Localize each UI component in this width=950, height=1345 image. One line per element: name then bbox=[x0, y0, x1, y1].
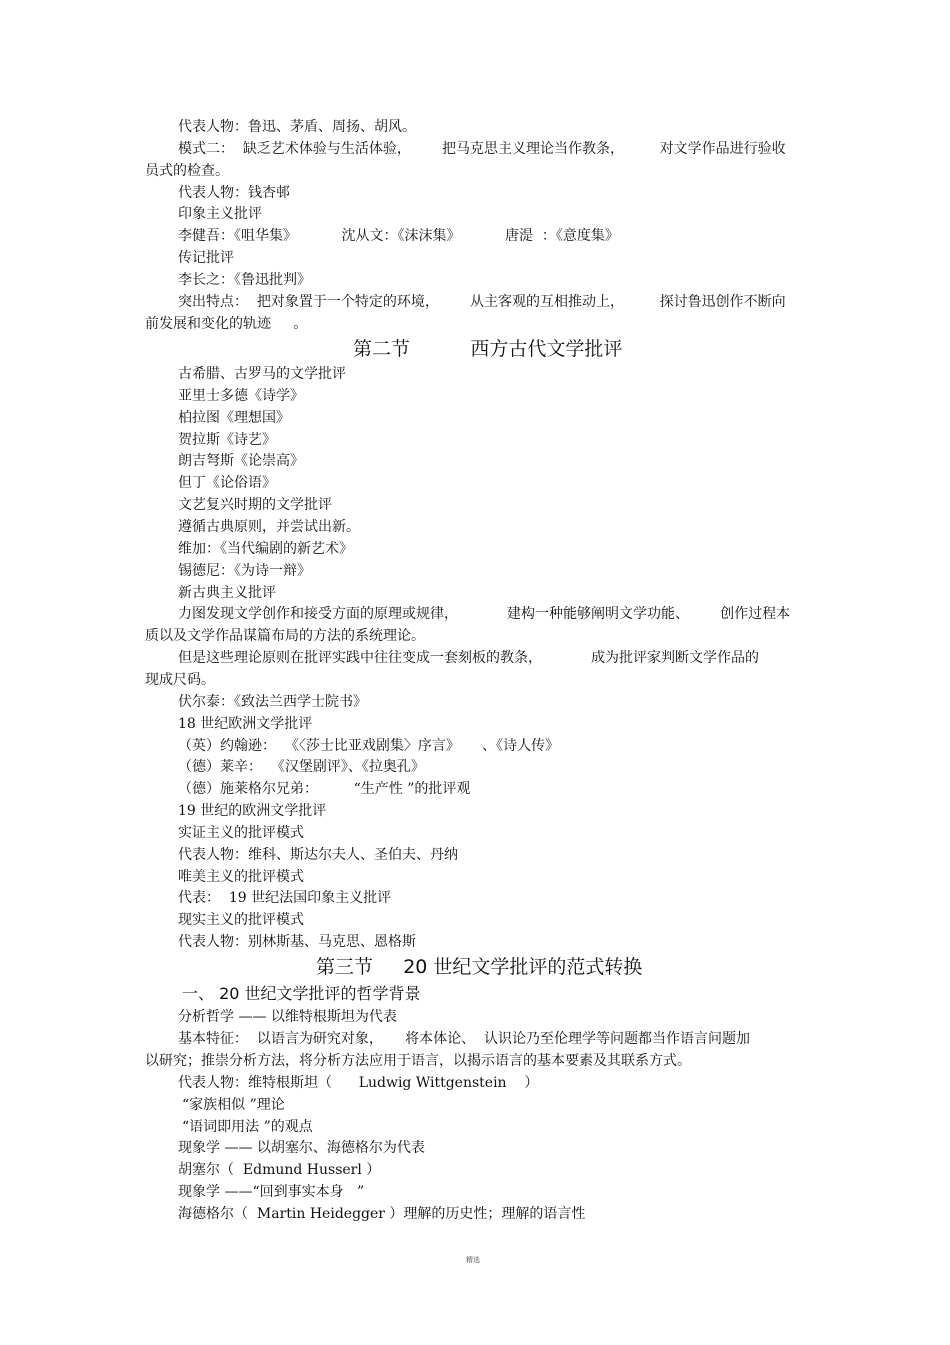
text-line: 19 世纪的欧洲文学批评 bbox=[178, 803, 327, 819]
text-line: 文艺复兴时期的文学批评 bbox=[178, 497, 332, 513]
text-line: 亚里士多德《诗学》 bbox=[178, 388, 304, 404]
text-line: 以研究；推崇分析方法，将分析方法应用于语言，以揭示语言的基本要素及其联系方式。 bbox=[145, 1053, 691, 1069]
text-line: 锡德尼：《为诗一辩》 bbox=[178, 563, 311, 579]
text-line: 遵循古典原则，并尝试出新。 bbox=[178, 519, 360, 535]
text-line: 唯美主义的批评模式 bbox=[178, 869, 304, 885]
text-line: 贺拉斯《诗艺》 bbox=[178, 432, 276, 448]
text-line: 但是这些理论原则在批评实践中往往变成一套刻板的教条， 成为批评家判断文学作品的 bbox=[178, 650, 759, 666]
text-line: 分析哲学 —— 以维特根斯坦为代表 bbox=[178, 1009, 397, 1025]
text-line: 但丁《论俗语》 bbox=[178, 475, 276, 491]
text-line: 代表： 19 世纪法国印象主义批评 bbox=[178, 890, 392, 906]
text-line: 现象学 —— 以胡塞尔、海德格尔为代表 bbox=[178, 1140, 425, 1156]
text-line: 代表人物：钱杏邨 bbox=[178, 185, 290, 201]
text-line: 海德格尔（ Martin Heidegger ）理解的历史性；理解的语言性 bbox=[178, 1206, 586, 1222]
text-line: 质以及文学作品谋篇布局的方法的系统理论。 bbox=[145, 628, 425, 644]
text-line: “语词即用法 ”的观点 bbox=[182, 1119, 313, 1135]
page-footer: 精选 bbox=[466, 1256, 480, 1264]
text-line: 18 世纪欧洲文学批评 bbox=[178, 716, 313, 732]
text-line: 模式二： 缺乏艺术体验与生活体验， 把马克思主义理论当作教条， 对文学作品进行验收 bbox=[178, 141, 786, 157]
text-line: 基本特征： 以语言为研究对象， 将本体论、 认识论乃至伦理学等问题都当作语言问题加 bbox=[178, 1031, 751, 1047]
subsection-heading: 一、 20 世纪文学批评的哲学背景 bbox=[182, 984, 421, 1003]
text-line: 传记批评 bbox=[178, 250, 234, 266]
text-line: 维加：《当代编剧的新艺术》 bbox=[178, 541, 353, 557]
text-line: 员式的检查。 bbox=[145, 163, 229, 179]
text-line: 李健吾：《咀华集》 沈从文：《沫沫集》 唐湜 ：《意度集》 bbox=[178, 228, 619, 244]
text-line: （英）约翰逊： 《〈莎士比亚戏剧集〉序言》 、《诗人传》 bbox=[178, 738, 560, 754]
text-line: 胡塞尔（ Edmund Husserl ） bbox=[178, 1162, 381, 1178]
text-line: 代表人物：鲁迅、茅盾、周扬、胡风。 bbox=[178, 119, 416, 135]
text-line: 朗吉弩斯《论崇高》 bbox=[178, 453, 304, 469]
text-line: 现实主义的批评模式 bbox=[178, 912, 304, 928]
text-line: 突出特点： 把对象置于一个特定的环境， 从主客观的互相推动上， 探讨鲁迅创作不断向 bbox=[178, 294, 786, 310]
text-line: 实证主义的批评模式 bbox=[178, 825, 304, 841]
text-line: 前发展和变化的轨迹 。 bbox=[145, 316, 308, 332]
text-line: 新古典主义批评 bbox=[178, 585, 276, 601]
text-line: 现象学 ——“回到事实本身 ” bbox=[178, 1184, 365, 1200]
text-line: （德）莱辛： 《汉堡剧评》、《拉奥孔》 bbox=[178, 759, 425, 775]
text-line: （德）施莱格尔兄弟： “生产性 ”的批评观 bbox=[178, 781, 471, 797]
text-line: 古希腊、古罗马的文学批评 bbox=[178, 366, 346, 382]
text-line: 印象主义批评 bbox=[178, 206, 262, 222]
text-line: 力图发现文学创作和接受方面的原理或规律， 建构一种能够阐明文学功能、 创作过程本 bbox=[178, 606, 791, 622]
text-line: 现成尺码。 bbox=[145, 672, 215, 688]
text-line: 代表人物：维科、斯达尔夫人、圣伯夫、丹纳 bbox=[178, 847, 458, 863]
section-heading: 第二节 西方古代文学批评 bbox=[353, 338, 623, 360]
text-line: 伏尔泰：《致法兰西学士院书》 bbox=[178, 694, 367, 710]
text-line: 代表人物：别林斯基、马克思、恩格斯 bbox=[178, 934, 416, 950]
section-heading: 第三节 20 世纪文学批评的范式转换 bbox=[316, 956, 643, 978]
text-line: 柏拉图《理想国》 bbox=[178, 410, 290, 426]
text-line: 李长之：《鲁迅批判》 bbox=[178, 272, 311, 288]
text-line: “家族相似 ”理论 bbox=[182, 1097, 285, 1113]
text-line: 代表人物：维特根斯坦（ Ludwig Wittgenstein ） bbox=[178, 1075, 539, 1091]
